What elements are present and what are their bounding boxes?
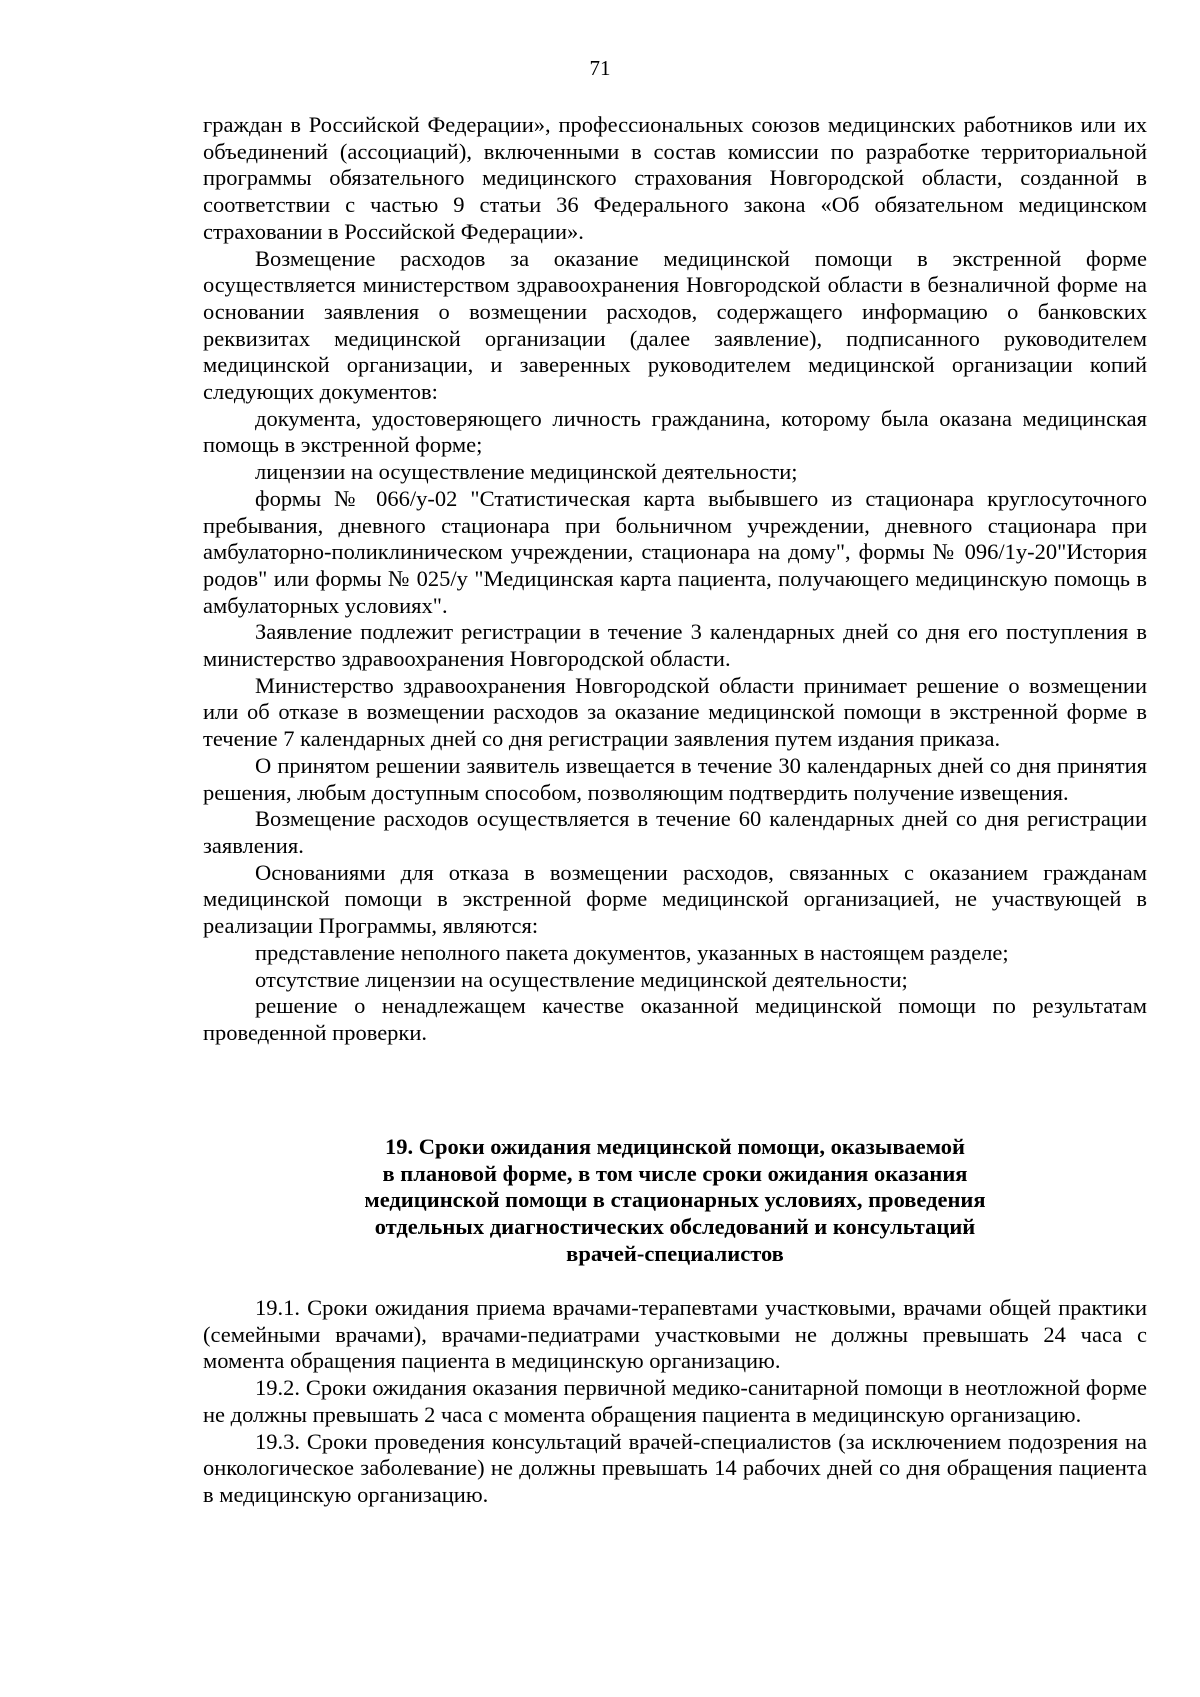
list-item-incomplete-package: представление неполного пакета документов, указанных в настоящем разделе;: [255, 939, 1009, 965]
list-item-license: лицензии на осуществление медицинской деятельности;: [255, 459, 798, 485]
list-item-poor-quality: решение о ненадлежащем качестве оказанной медицинской помощи по результатам проведенной проверки.: [203, 993, 1147, 1045]
paragraph-reimbursement-procedure: Возмещение расходов за оказание медицинской помощи в экстренной форме осуществляется министерством здравоохранения Новгородской области в безналичной форме на основании заявления о возмещении расходов, содержащего информацию о банковских реквизитах медицинской организации (далее заявление), подписанного руководителем медицинской организации, и заверенных руководителем медицинской организации копий следующих документов:: [203, 245, 1147, 405]
clause-19-3: 19.3. Сроки проведения консультаций врачей-специалистов (за исключением подозрения на онкологическое заболевание) не должны превышать 14 рабочих дней со дня обращения пациента в медицинскую организацию.: [203, 1428, 1147, 1507]
section-heading-line: в плановой форме, в том числе сроки ожидания оказания: [382, 1160, 968, 1186]
paragraph-reimbursement-term: Возмещение расходов осуществляется в течение 60 календарных дней со дня регистрации заявления.: [203, 806, 1147, 858]
page-number: 71: [589, 56, 611, 80]
section-heading-line: отдельных диагностических обследований и консультаций: [374, 1214, 976, 1240]
body-text: [203, 112, 1147, 1047]
paragraph-decision: Министерство здравоохранения Новгородской области принимает решение о возмещении или об отказе в возмещении расходов за оказание медицинской помощи в экстренной форме в течение 7 календарных дней со дня регистрации заявления путем издания приказа.: [203, 672, 1147, 752]
section-body: [203, 1295, 1147, 1509]
list-item-no-license: отсутствие лицензии на осуществление медицинской деятельности;: [255, 966, 908, 992]
section-heading-line: медицинской помощи в стационарных условиях, проведения: [364, 1187, 986, 1213]
paragraph-registration: Заявление подлежит регистрации в течение 3 календарных дней со дня его поступления в министерство здравоохранения Новгородской области.: [203, 619, 1147, 672]
clause-19-2: 19.2. Сроки ожидания оказания первичной медико-санитарной помощи в неотложной форме не должны превышать 2 часа с момента обращения пациента в медицинскую организацию.: [203, 1375, 1147, 1427]
list-item-identity-document: документа, удостоверяющего личность гражданина, которому была оказана медицинская помощь в экстренной форме;: [203, 405, 1147, 458]
section-heading: [203, 1134, 1147, 1268]
clause-19-1: 19.1. Сроки ожидания приема врачами-терапевтами участковыми, врачами общей практики (семейными врачами), врачами-педиатрами участковыми не должны превышать 24 часа с момента обращения пациента в медицинскую организацию.: [203, 1295, 1147, 1374]
list-item-forms: формы № 066/у-02 "Статистическая карта выбывшего из стационара круглосуточного пребывания, дневного стационара при больничном учреждении, дневного стационара при амбулаторно-поликлиническом учреждении, стационара на дому", формы № 096/1у-20"История родов" или формы № 025/у "Медицинская карта пациента, получающего медицинскую помощь в амбулаторных условиях".: [203, 485, 1147, 618]
paragraph-continuation: граждан в Российской Федерации», профессиональных союзов медицинских работников или их объединений (ассоциаций), включенными в состав комиссии по разработке территориальной программы обязательного медицинского страхования Новгородской области, созданной в соответствии с частью 9 статьи 36 Федерального закона «Об обязательном медицинском страховании в Российской Федерации».: [203, 112, 1147, 244]
paragraph-notification: О принятом решении заявитель извещается в течение 30 календарных дней со дня принятия решения, любым доступным способом, позволяющим подтвердить получение извещения.: [203, 752, 1147, 805]
section-heading-line: врачей-специалистов: [566, 1240, 784, 1266]
section-heading-line: 19. Сроки ожидания медицинской помощи, оказываемой: [384, 1134, 966, 1159]
paragraph-refusal-grounds: Основаниями для отказа в возмещении расходов, связанных с оказанием гражданам медицинской помощи в экстренной форме медицинской организацией, не участвующей в реализации Программы, являются:: [203, 859, 1147, 939]
